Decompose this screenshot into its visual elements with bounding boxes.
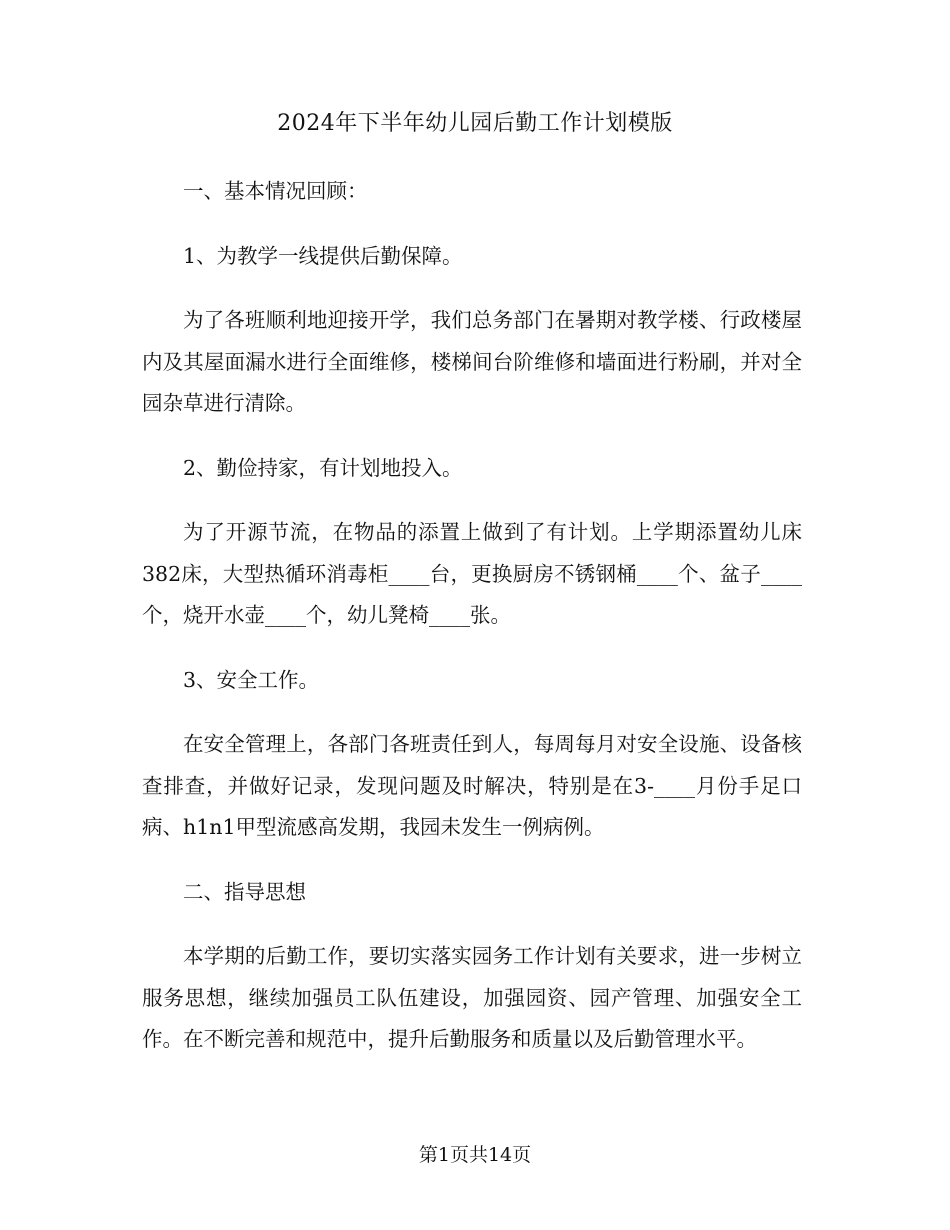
- subheading-logistics-support: 1、为教学一线提供后勤保障。: [183, 243, 463, 268]
- section-heading-guiding-ideology: 二、指导思想: [183, 879, 306, 904]
- page-number: 第1页共14页: [418, 1144, 532, 1166]
- paragraph-guiding-ideology: 本学期的后勤工作，要切实落实园务工作计划有关要求，进一步树立服务思想，继续加强员工队伍建设，加强园资、园产管理、加强安全工作。在不断完善和规范中，提升后勤服务和质量以及后勤管理水平。: [142, 944, 802, 1051]
- paragraph-repairs: 为了各班顺利地迎接开学，我们总务部门在暑期对教学楼、行政楼屋内及其屋面漏水进行全面维修，楼梯间台阶维修和墙面进行粉刷，并对全园杂草进行清除。: [142, 308, 802, 415]
- document-title: 2024年下半年幼儿园后勤工作计划模版: [277, 111, 673, 136]
- document-body: [142, 171, 802, 1084]
- paragraph-safety: 在安全管理上，各部门各班责任到人，每周每月对安全设施、设备核查排查，并做好记录，发现问题及时解决，特别是在3-____月份手足口病、h1n1甲型流感高发期，我园未发生一例病例。: [142, 732, 802, 839]
- section-heading-review: 一、基本情况回顾：: [183, 179, 368, 203]
- paragraph-purchases: 为了开源节流，在物品的添置上做到了有计划。上学期添置幼儿床382床，大型热循环消毒柜____台，更换厨房不锈钢桶____个、盆子____个，烧开水壶____个，幼儿凳椅____张。: [142, 520, 802, 627]
- subheading-safety: 3、安全工作。: [183, 667, 320, 692]
- subheading-thrift: 2、勤俭持家，有计划地投入。: [183, 455, 463, 480]
